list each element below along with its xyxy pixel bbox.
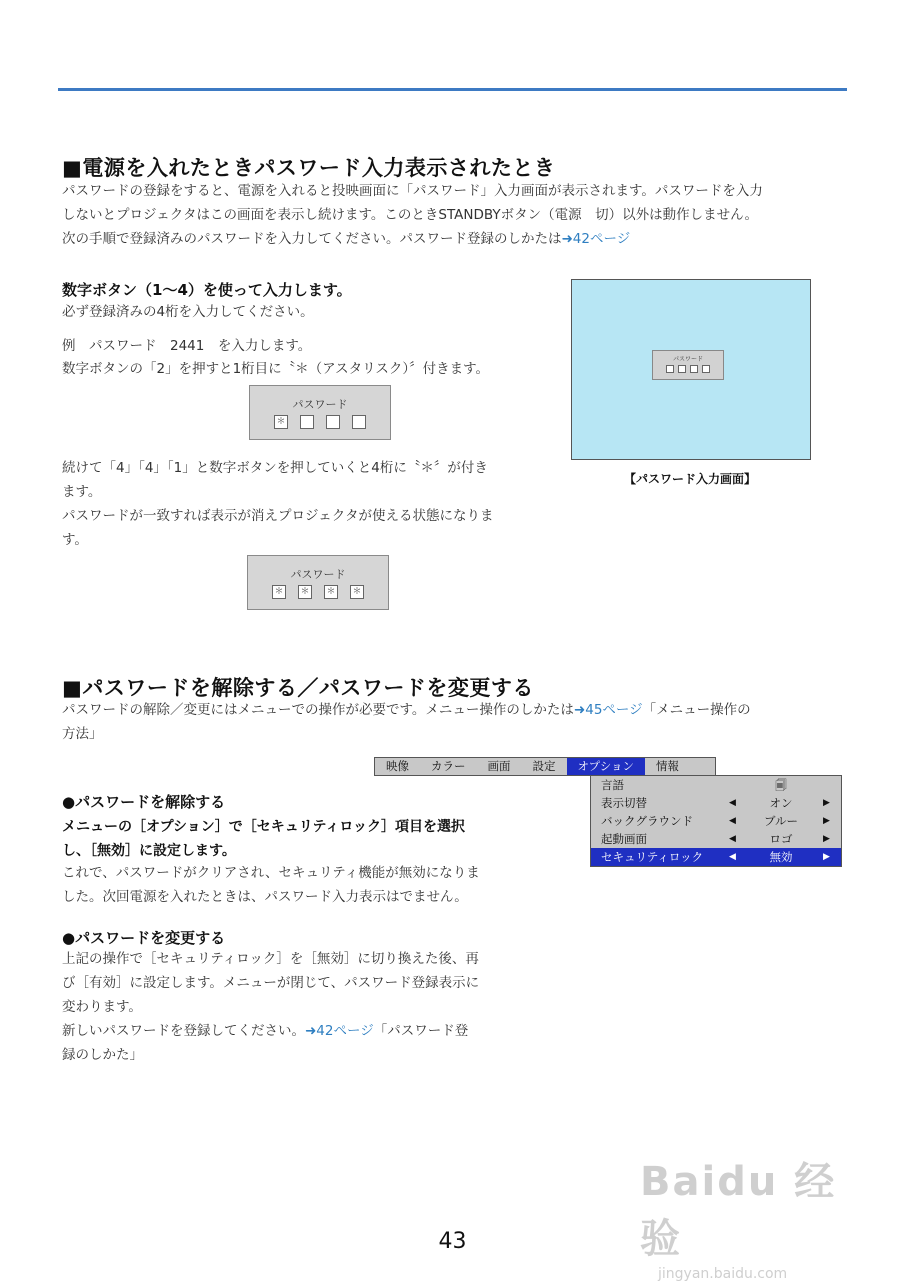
section2-heading: ■パスワードを解除する／パスワードを変更する bbox=[62, 676, 534, 700]
intro-line: 次の手順で登録済みのパスワードを入力してください。パスワード登録のしかたは➜42ページ bbox=[62, 231, 631, 247]
release-text: これで、パスワードがクリアされ、セキュリティ機能が無効になりま した。次回電源を入れたときは、パスワード入力表示はでません。 bbox=[62, 865, 480, 905]
right-arrow-icon: ▶ bbox=[823, 816, 830, 826]
password-cell: ＊ bbox=[272, 585, 286, 599]
password-box-label: パスワード bbox=[290, 568, 346, 581]
option-menu bbox=[590, 775, 842, 867]
continue-text: 続けて「4」「4」「1」と数字ボタンを押していくと4桁に〝＊〞が付き ます。 パスワードが一致すれば表示が消えプロジェクタが使える状態になりま す。 bbox=[62, 460, 494, 548]
password-cell: ＊ bbox=[324, 585, 338, 599]
password-cell: ＊ bbox=[350, 585, 364, 599]
menu-tab[interactable]: 設定 bbox=[532, 759, 556, 773]
watermark: Baidu 经验 jingyan.baidu.com bbox=[640, 1159, 837, 1282]
page-link-42[interactable]: ➜42ページ bbox=[561, 231, 631, 247]
right-arrow-icon: ▶ bbox=[823, 852, 830, 862]
password-box-step1 bbox=[249, 385, 391, 440]
section1-intro bbox=[62, 179, 763, 251]
password-cell bbox=[326, 415, 340, 429]
example-text: 例 パスワード 2441 を入力します。 bbox=[62, 338, 312, 354]
page-number: 43 bbox=[438, 1229, 467, 1254]
password-cell: ＊ bbox=[274, 415, 288, 429]
menu-tab[interactable]: カラー bbox=[431, 759, 466, 773]
screen-caption: 【パスワード入力画面】 bbox=[623, 472, 756, 486]
password-cell bbox=[352, 415, 366, 429]
page-link-45[interactable]: ➜45ページ bbox=[573, 702, 643, 718]
left-arrow-icon: ◀ bbox=[729, 834, 736, 844]
menu-tab[interactable]: 情報 bbox=[655, 759, 679, 773]
password-box-label: パスワード bbox=[292, 398, 348, 411]
menu-bar bbox=[374, 757, 716, 776]
left-arrow-icon: ◀ bbox=[729, 798, 736, 808]
menu-row-security-lock[interactable]: セキュリティロック ◀ 無効 ▶ bbox=[591, 848, 841, 866]
menu-row-background[interactable]: バックグラウンド ◀ ブルー ▶ bbox=[601, 814, 830, 828]
change-text: 上記の操作で［セキュリティロック］を［無効］に切り換えた後、再 び［有効］に設定します。メニューが閉じて、パスワード登録表示に 変わります。 新しいパスワードを登録してください。➜42ページ「パスワード登 録のしかた」 bbox=[62, 951, 480, 1063]
menu-row-language[interactable]: 言語 🗐 bbox=[601, 778, 787, 792]
menu-tab[interactable]: 画面 bbox=[487, 759, 511, 773]
left-arrow-icon: ◀ bbox=[729, 816, 736, 826]
password-input-screen bbox=[571, 279, 811, 460]
digit-input-heading: 数字ボタン（1～4）を使って入力します。 bbox=[62, 281, 352, 299]
digit-note: 必ず登録済みの4桁を入力してください。 bbox=[62, 304, 314, 320]
menu-tab[interactable]: 映像 bbox=[386, 759, 409, 773]
release-heading: ●パスワードを解除する bbox=[62, 793, 226, 811]
password-cell: ＊ bbox=[298, 585, 312, 599]
section1-heading: ■電源を入れたときパスワード入力表示されたとき bbox=[62, 156, 556, 180]
section2-intro: パスワードの解除／変更にはメニューでの操作が必要です。メニュー操作のしかたは➜45ページ「メニュー操作の 方法」 bbox=[62, 702, 751, 742]
password-box-step2 bbox=[247, 555, 389, 610]
right-arrow-icon: ▶ bbox=[823, 798, 830, 808]
page-link-42b[interactable]: ➜42ページ bbox=[305, 1023, 374, 1039]
menu-row-startup[interactable]: 起動画面 ◀ ロゴ ▶ bbox=[601, 832, 830, 846]
intro-line: しないとプロジェクタはこの画面を表示し続けます。このときSTANDBYボタン（電源 切）以外は動作しません。 bbox=[62, 207, 758, 223]
mini-password-box: パスワード bbox=[652, 350, 724, 380]
menu-row-display[interactable]: 表示切替 ◀ オン ▶ bbox=[601, 796, 830, 810]
top-rule bbox=[58, 88, 847, 91]
right-arrow-icon: ▶ bbox=[823, 834, 830, 844]
password-cell bbox=[300, 415, 314, 429]
change-heading: ●パスワードを変更する bbox=[62, 929, 226, 947]
release-instruction: メニューの［オプション］で［セキュリティロック］項目を選択 し、［無効］に設定します。 bbox=[62, 819, 466, 859]
menu-tab-option[interactable]: オプション bbox=[567, 758, 645, 775]
asterisk-text: 数字ボタンの「2」を押すと1桁目に〝＊（アスタリスク）〞付きます。 bbox=[62, 361, 490, 377]
intro-line: パスワードの登録をすると、電源を入れると投映画面に「パスワード」入力画面が表示されます。パスワードを入力 bbox=[62, 183, 763, 199]
left-arrow-icon: ◀ bbox=[729, 852, 736, 862]
